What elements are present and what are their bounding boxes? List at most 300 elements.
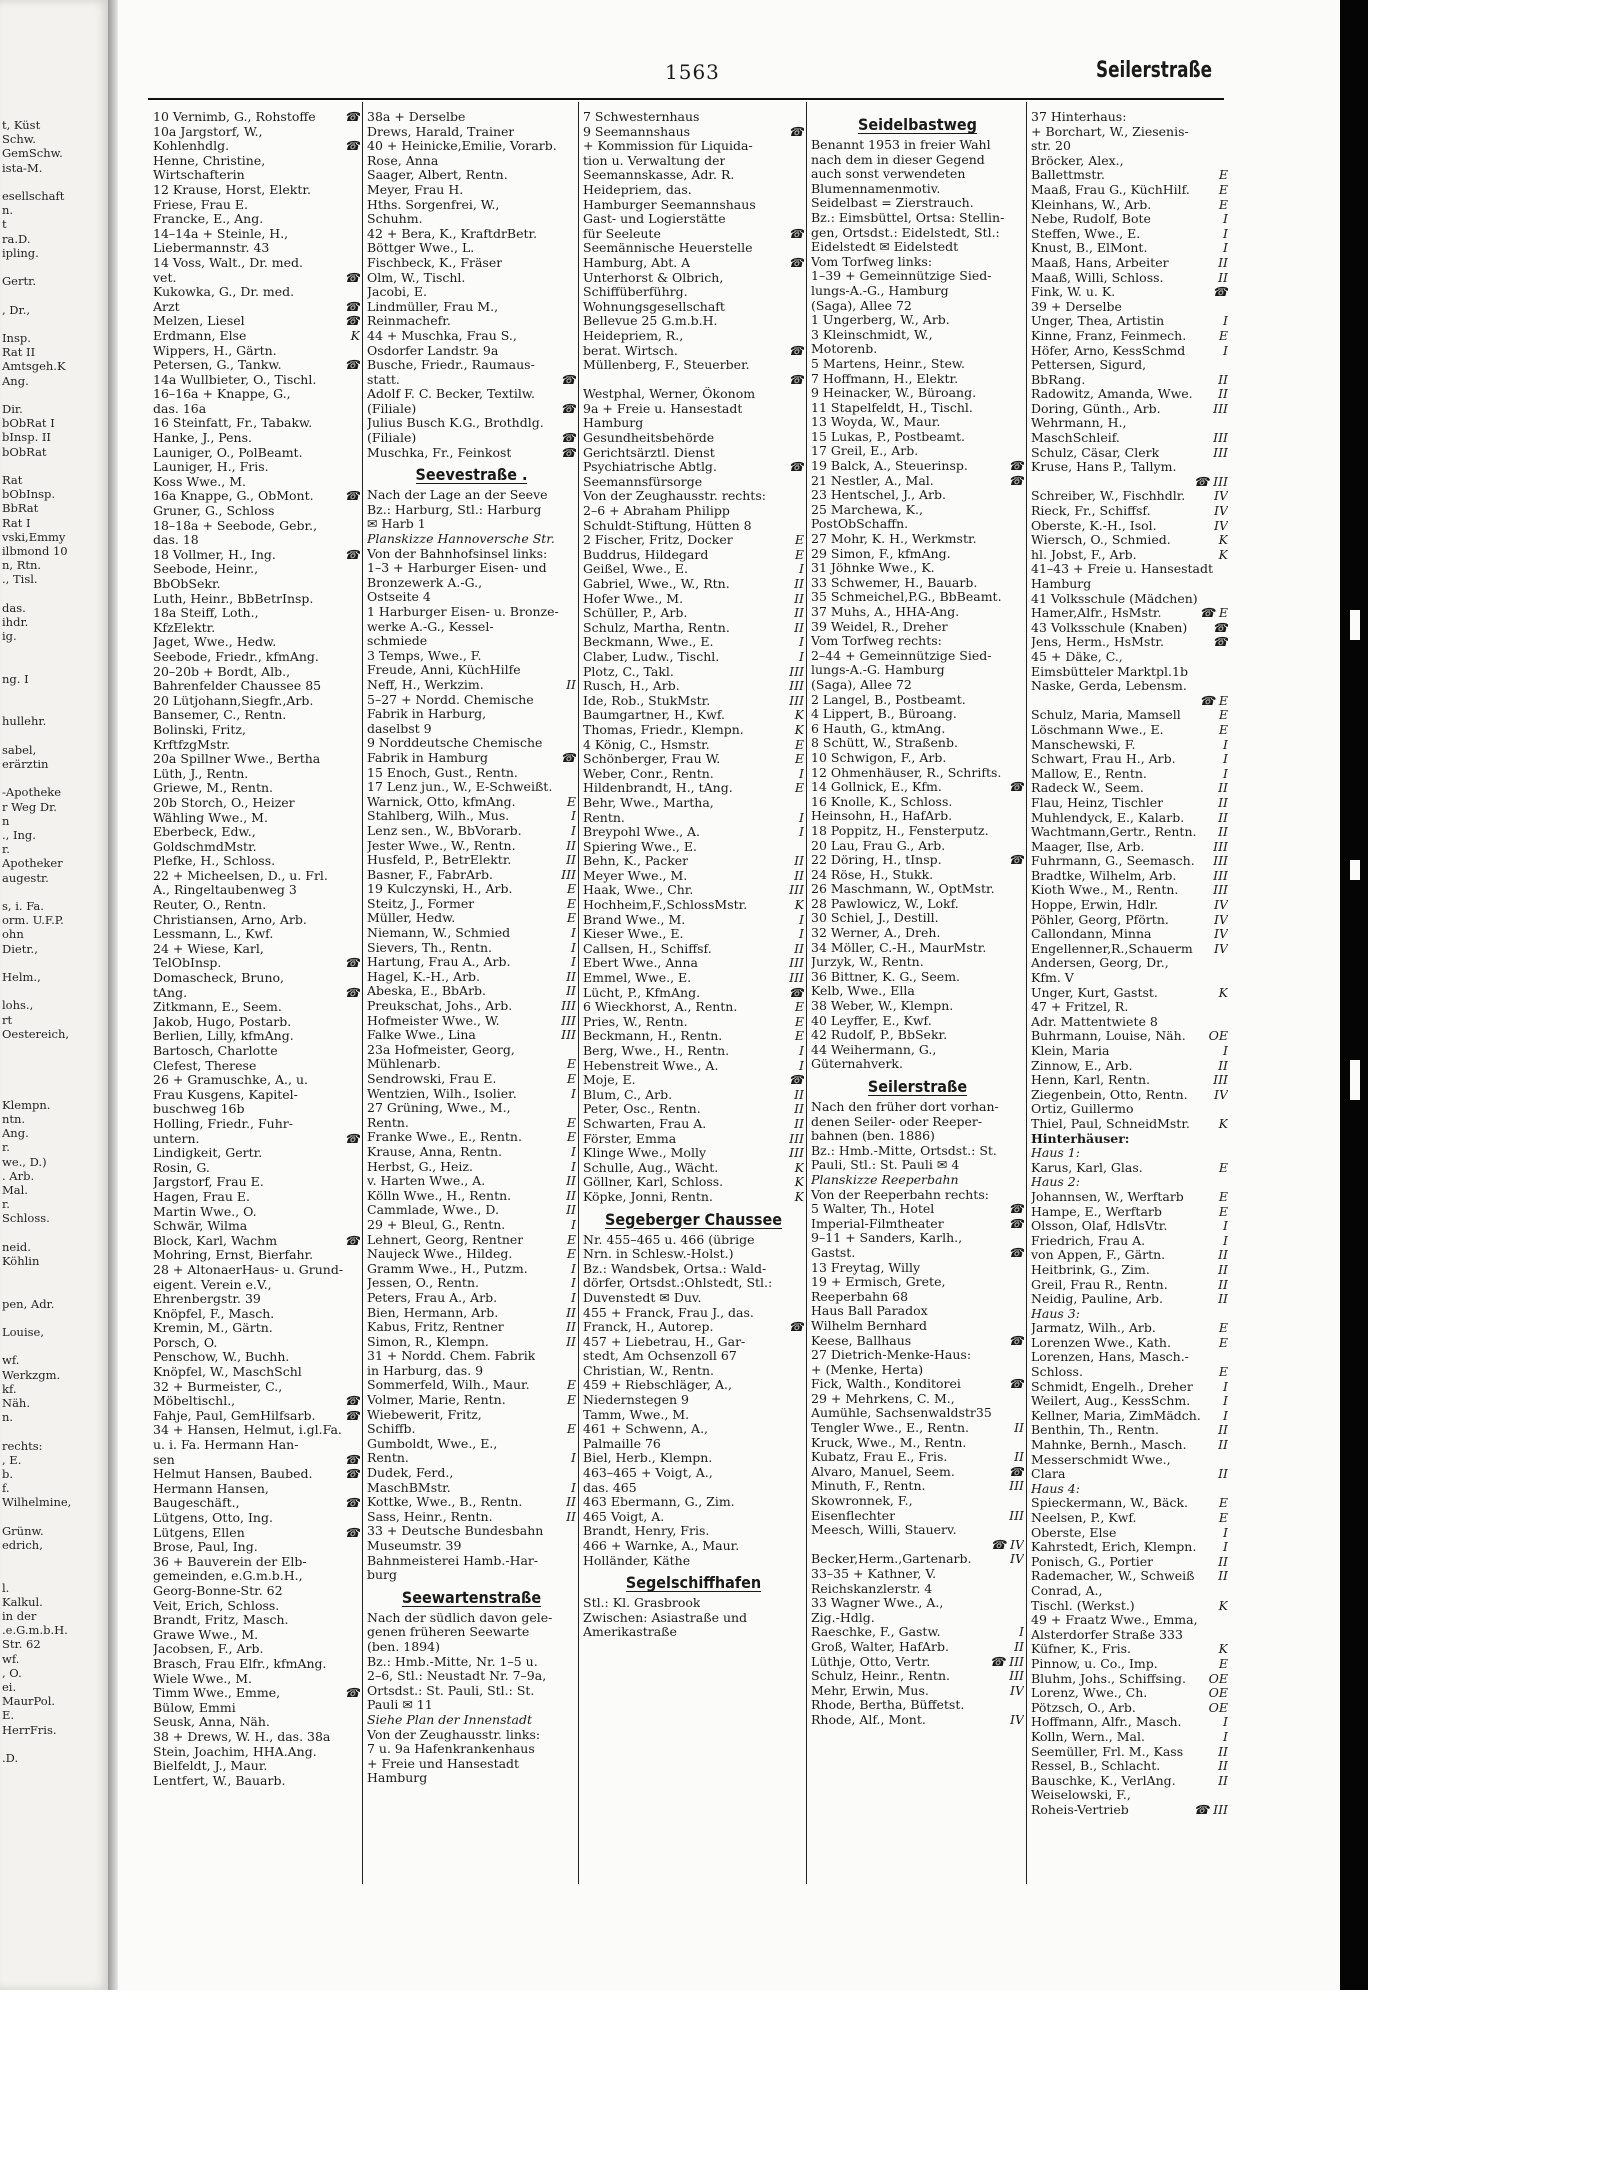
left-page-fragment: in der (2, 1609, 37, 1623)
directory-entry (1031, 1774, 1228, 1789)
directory-entry (811, 620, 1024, 635)
entry-marker: II (794, 620, 804, 635)
directory-entry (153, 344, 360, 359)
entry-text: 16a Knappe, G., ObMont. (153, 489, 314, 504)
directory-entry (1031, 1190, 1228, 1205)
entry-text: tion u. Verwaltung der (583, 153, 726, 168)
left-page-fragment: Schw. (2, 132, 36, 147)
entry-marker: ☎ (560, 445, 576, 460)
directory-entry (811, 357, 1024, 372)
directory-entry (1031, 373, 1228, 388)
entry-text: Gastst. (811, 1245, 856, 1260)
entry-text: 11 Stapelfeldt, H., Tischl. (811, 400, 973, 415)
entry-marker: ☎ (788, 226, 804, 241)
entry-text: (ben. 1894) (367, 1639, 440, 1654)
directory-entry (811, 415, 1024, 430)
entry-text: Benthin, Th., Rentn. (1031, 1423, 1159, 1438)
directory-entry (153, 475, 360, 490)
directory-entry (153, 1701, 360, 1716)
directory-entry (367, 868, 576, 883)
entry-text: 37 Muhs, A., HHA-Ang. (811, 605, 960, 619)
directory-entry (153, 373, 360, 388)
entry-text: Gast- und Logierstätte (583, 212, 726, 227)
entry-marker: II (1014, 1639, 1024, 1654)
entry-text: Jurzyk, W., Rentn. (811, 955, 924, 970)
entry-marker: I (1223, 1233, 1228, 1248)
directory-entry (153, 548, 360, 563)
entry-text: 465 Voigt, A. (583, 1509, 665, 1524)
entry-text: Ressel, B., Schlacht. (1031, 1759, 1161, 1774)
directory-entry (811, 1261, 1024, 1276)
directory-entry (153, 489, 360, 504)
entry-marker: ☎ (344, 139, 360, 154)
directory-entry (1031, 1263, 1228, 1278)
entry-text: Rosin, G. (153, 1160, 210, 1175)
entry-text: Friese, Frau E. (153, 197, 249, 212)
left-page-fragment: ng. I (2, 671, 29, 686)
entry-marker: I (571, 940, 576, 955)
entry-text: Becker,Herm.,Gartenarb. (811, 1552, 972, 1567)
entry-text: Pettersen, Sigurd, (1031, 358, 1147, 373)
entry-text: Lentfert, W., Bauarb. (153, 1773, 286, 1788)
left-page-fragment: Kalkul. (2, 1594, 43, 1609)
directory-entry (153, 1146, 360, 1161)
directory-entry (583, 1408, 804, 1423)
left-page-fragment: lohs., (2, 998, 34, 1013)
entry-text: Museumstr. 39 (367, 1539, 462, 1553)
entry-text: Skowronnek, F., (811, 1494, 913, 1509)
entry-text: Wehrmann, H., (1031, 416, 1127, 431)
directory-entry (583, 679, 804, 694)
directory-entry (367, 1218, 576, 1233)
entry-text: 29 + Mehrkens, C. M., (811, 1391, 955, 1406)
entry-text: Hebenstreit Wwe., A. (583, 1058, 719, 1073)
entry-text: Bz.: Hmb.-Mitte, Nr. 1–5 u. (367, 1654, 538, 1669)
entry-text: Schiffüberführg. (583, 285, 688, 300)
entry-marker: I (799, 912, 804, 927)
directory-entry (811, 1188, 1024, 1203)
entry-marker: ☎ (344, 299, 360, 314)
directory-entry (1031, 387, 1228, 402)
entry-marker: I (1223, 752, 1228, 767)
entry-marker: II (1218, 1277, 1228, 1292)
entry-marker: II (1014, 1450, 1024, 1465)
entry-text: Ponisch, G., Portier (1031, 1554, 1154, 1569)
directory-entry (367, 1306, 576, 1321)
entry-marker: ☎ (344, 1452, 360, 1467)
entry-marker: II (1218, 1438, 1228, 1453)
entry-text: 1 Harburger Eisen- u. Bronze- (367, 605, 559, 619)
directory-entry (583, 1481, 804, 1496)
entry-marker: ☎ (344, 270, 360, 285)
directory-entry (1031, 1496, 1228, 1511)
entry-text: Motorenb. (811, 342, 878, 357)
entry-marker: II (1218, 1248, 1228, 1263)
entry-text: 24 + Wiese, Karl, (153, 941, 264, 956)
entry-text: Lorenzen Wwe., Kath. (1031, 1335, 1171, 1350)
directory-entry (583, 606, 804, 621)
left-page-fragment: Oestereich, (2, 1026, 70, 1041)
directory-entry (1031, 1453, 1228, 1468)
directory-entry (367, 183, 576, 198)
entry-marker: I (1223, 766, 1228, 781)
entry-text: Fischbeck, K., Fräser (367, 255, 503, 270)
entry-marker: I (799, 825, 804, 840)
directory-entry (153, 1161, 360, 1176)
entry-text: denen Seiler- oder Reeper- (811, 1114, 983, 1129)
entry-text: Block, Karl, Wachm (153, 1233, 278, 1248)
directory-entry (1031, 1102, 1228, 1117)
directory-entry (1031, 1117, 1228, 1132)
entry-text: 40 + Heinicke,Emilie, Vorarb. (367, 139, 557, 154)
directory-entry (583, 956, 804, 971)
entry-text: Tamm, Wwe., M. (583, 1407, 690, 1422)
entry-marker: ☎ (344, 1408, 360, 1423)
entry-text: Eidelstedt ✉ Eidelstedt (811, 240, 959, 255)
directory-entry (153, 665, 360, 680)
entry-text: Schönberger, Frau W. (583, 752, 721, 767)
entry-text: Melzen, Liesel (153, 314, 245, 329)
directory-entry (1031, 431, 1228, 446)
entry-text: Jargstorf, Frau E. (153, 1175, 264, 1190)
entry-marker: I (799, 635, 804, 650)
left-page-fragment: n, Rtn. (2, 558, 42, 573)
entry-text: Maaß, Hans, Arbeiter (1031, 255, 1169, 270)
entry-text: 5 Walter, Th., Hotel (811, 1202, 935, 1217)
entry-text: dörfer, Ortsdst.:Ohlstedt, Stl.: (583, 1276, 773, 1291)
directory-entry (153, 1175, 360, 1190)
entry-text: Bellevue 25 G.m.b.H. (583, 314, 718, 329)
left-page-fragment: f. (2, 1481, 10, 1496)
entry-text: 18–18a + Seebode, Gebr., (153, 518, 318, 533)
left-page-fragment: rechts: (2, 1438, 43, 1453)
entry-text: Plefke, H., Schloss. (153, 854, 276, 869)
entry-text: Baumgartner, H., Kwf. (583, 708, 726, 723)
directory-entry (811, 1217, 1024, 1232)
directory-entry (583, 329, 804, 344)
entry-text: 42 Rudolf, P., BbSekr. (811, 1028, 948, 1043)
entry-text: BbObSekr. (153, 577, 221, 591)
directory-entry (1031, 1628, 1228, 1643)
directory-entry (811, 1028, 1024, 1043)
directory-entry (153, 1394, 360, 1409)
directory-entry (811, 1596, 1024, 1611)
entry-text: Luth, Heinr., BbBetrInsp. (153, 591, 314, 606)
directory-entry (153, 1044, 360, 1059)
directory-entry (1031, 1467, 1228, 1482)
left-page-fragment: t (2, 217, 7, 232)
entry-marker: K (794, 1160, 804, 1175)
directory-entry (1031, 708, 1228, 723)
entry-marker: ☎ E (1199, 606, 1228, 621)
entry-text: Lorenzen, Hans, Masch.- (1031, 1350, 1189, 1365)
entry-text: (Filiale) (367, 431, 417, 446)
entry-text: Westphal, Werner, Ökonom (583, 387, 756, 402)
directory-entry (153, 212, 360, 227)
entry-text: Liebermannstr. 43 (153, 241, 270, 256)
page-number: 1563 (665, 60, 720, 84)
entry-marker: III (789, 971, 804, 986)
directory-entry (811, 167, 1024, 182)
directory-entry (153, 1657, 360, 1672)
entry-text: 466 + Warnke, A., Maur. (583, 1539, 740, 1553)
directory-entry (811, 1290, 1024, 1305)
directory-entry (1031, 548, 1228, 563)
page-edge (1340, 0, 1368, 1990)
entry-text: Henn, Karl, Rentn. (1031, 1073, 1150, 1088)
directory-entry (153, 650, 360, 665)
entry-marker: II (794, 1087, 804, 1102)
left-page-fragment: , E. (2, 1452, 22, 1467)
entry-text: für Seeleute (583, 226, 661, 241)
entry-text: Karus, Karl, Glas. (1031, 1160, 1143, 1175)
entry-marker: I (799, 1058, 804, 1073)
directory-entry (1031, 913, 1228, 928)
entry-marker: II (1218, 1554, 1228, 1569)
entry-marker: III (1213, 431, 1228, 446)
entry-text: Knust, B., ElMont. (1031, 241, 1148, 256)
directory-entry (1031, 1482, 1228, 1497)
directory-entry (367, 1655, 576, 1670)
entry-text: Schwarten, Frau A. (583, 1116, 707, 1131)
entry-text: Haus 2: (1031, 1175, 1080, 1190)
entry-text: Krause, Anna, Rentn. (367, 1144, 503, 1159)
directory-entry (811, 240, 1024, 255)
entry-text: Bansemer, C., Rentn. (153, 708, 287, 723)
directory-entry (811, 941, 1024, 956)
directory-entry (153, 883, 360, 898)
entry-text: Olsson, Olaf, HdlsVtr. (1031, 1219, 1168, 1234)
entry-text: 1 Ungerberg, W., Arb. (811, 313, 950, 328)
directory-entry (367, 736, 576, 751)
entry-text: Nach der südlich davon gele- (367, 1610, 553, 1625)
entry-text: Spieckermann, W., Bäck. (1031, 1496, 1189, 1511)
entry-marker: I (571, 1086, 576, 1101)
directory-entry (1031, 1672, 1228, 1687)
directory-entry (811, 1246, 1024, 1261)
entry-text: Hoppe, Erwin, Hdlr. (1031, 898, 1159, 913)
directory-entry (811, 459, 1024, 474)
entry-marker: II (566, 1334, 576, 1349)
entry-text: Oberste, K.-H., Isol. (1031, 518, 1157, 533)
left-page-fragment: r Weg Dr. (2, 799, 57, 814)
entry-text: Friedrich, Frau A. (1031, 1233, 1146, 1248)
entry-text: Pinnow, u. Co., Imp. (1031, 1656, 1158, 1671)
directory-entry (811, 576, 1024, 591)
directory-entry (583, 548, 804, 563)
left-page-fragment: s, i. Fa. (2, 899, 44, 913)
entry-text: 40 Leyffer, E., Kwf. (811, 1013, 932, 1028)
entry-marker: E (1218, 328, 1228, 343)
entry-text: Minuth, F., Rentn. (811, 1479, 926, 1494)
entry-text: 457 + Liebetrau, H., Gar- (583, 1334, 746, 1349)
directory-entry (1031, 635, 1228, 650)
left-page-fragment: ., Tisl. (2, 572, 38, 587)
directory-entry (153, 854, 360, 869)
directory-entry (583, 883, 804, 898)
entry-marker: III (561, 867, 576, 882)
directory-entry (583, 271, 804, 286)
directory-entry (583, 1276, 804, 1291)
entry-text: Groß, Walter, HafArb. (811, 1639, 949, 1654)
entry-text: Eisenflechter (811, 1508, 896, 1523)
directory-entry (367, 1276, 576, 1291)
entry-text: Haus Ball Paradox (811, 1304, 928, 1319)
entry-text: 463–465 + Voigt, A., (583, 1466, 713, 1481)
left-page-fragment: Rat I (2, 515, 31, 530)
entry-text: Steitz, J., Former (367, 896, 475, 911)
directory-entry (1031, 1161, 1228, 1176)
directory-entry (153, 1642, 360, 1657)
entry-text: 32 + Burmeister, C., (153, 1379, 283, 1394)
directory-entry (811, 1202, 1024, 1217)
directory-column-2 (364, 110, 576, 1880)
entry-marker: ☎ (560, 431, 576, 446)
entry-text: Palmaille 76 (583, 1436, 661, 1451)
directory-entry (583, 1073, 804, 1088)
entry-text: Seemännische Heuerstelle (583, 241, 753, 256)
left-page-fragment: n. (2, 1410, 14, 1425)
entry-text: vet. (153, 270, 177, 285)
entry-text: Bluhm, Johs., Schiffsing. (1031, 1671, 1186, 1686)
entry-text: Knöpfel, F., Masch. (153, 1306, 275, 1321)
entry-text: 49 + Fraatz Wwe., Emma, (1031, 1613, 1198, 1628)
directory-entry (367, 387, 576, 402)
directory-entry (583, 227, 804, 242)
entry-marker: E (1218, 708, 1228, 723)
entry-marker: III (1213, 401, 1228, 416)
entry-text: Hofer Wwe., M. (583, 591, 684, 606)
entry-text: Bz.: Wandsbek, Ortsa.: Wald- (583, 1261, 767, 1276)
entry-text: Hths. Sorgenfrei, W., (367, 197, 500, 212)
entry-text: Steffen, Wwe., E. (1031, 226, 1141, 241)
directory-entry (153, 913, 360, 928)
entry-text: 7 Hoffmann, H., Elektr. (811, 371, 959, 386)
directory-entry (811, 1698, 1024, 1713)
directory-entry (367, 503, 576, 518)
entry-text: 29 Simon, F., kfmAng. (811, 546, 951, 561)
entry-text: 28 Pawlowicz, W., Lokf. (811, 896, 959, 911)
entry-text: 2 Langel, B., Postbeamt. (811, 692, 966, 707)
entry-text: Baugeschäft., (153, 1496, 240, 1511)
directory-entry (153, 431, 360, 446)
entry-text: Bülow, Emmi (153, 1700, 236, 1715)
directory-entry (153, 942, 360, 957)
entry-marker: II (1014, 1421, 1024, 1436)
directory-entry (367, 1145, 576, 1160)
entry-text: 20 Lau, Frau G., Arb. (811, 838, 946, 853)
entry-text: Nach der Lage an der Seeve (367, 488, 548, 503)
directory-entry (367, 1698, 576, 1713)
entry-marker: II (566, 677, 576, 692)
entry-marker: I (1223, 1729, 1228, 1744)
entry-text: Georg-Bonne-Str. 62 (153, 1583, 283, 1598)
directory-entry (583, 752, 804, 767)
directory-entry (583, 650, 804, 665)
entry-marker: ☎ (1212, 635, 1228, 650)
entry-text: 26 + Gramuschke, A., u. (153, 1073, 308, 1088)
entry-marker: IV (1010, 1683, 1024, 1698)
entry-text: Müllenberg, F., Steuerber. (583, 358, 750, 373)
directory-entry (583, 738, 804, 753)
directory-entry (811, 999, 1024, 1014)
left-page-fragment: erärztin (2, 757, 49, 771)
directory-entry (367, 926, 576, 941)
entry-text: Hamburg (583, 416, 644, 431)
entry-text: Wilhelm Bernhard (811, 1318, 927, 1333)
directory-entry (1031, 1686, 1228, 1701)
entry-text: 26 Maschmann, W., OptMstr. (811, 882, 995, 897)
directory-entry (811, 284, 1024, 299)
directory-entry (811, 255, 1024, 270)
directory-entry (583, 256, 804, 271)
directory-entry (1031, 198, 1228, 213)
directory-entry (153, 621, 360, 636)
entry-marker: II (566, 1509, 576, 1524)
left-page-fragment: augestr. (2, 870, 49, 885)
entry-text: Heinsohn, H., HafArb. (811, 809, 953, 824)
entry-text: Hanke, J., Pens. (153, 431, 252, 446)
directory-entry (153, 300, 360, 315)
directory-entry (1031, 285, 1228, 300)
entry-text: 9 Seemannshaus (583, 124, 691, 139)
directory-entry (811, 211, 1024, 226)
entry-text: (Saga), Allee 72 (811, 677, 912, 692)
directory-entry (153, 1715, 360, 1730)
directory-entry (153, 387, 360, 402)
left-page-fragment: bObRat I (2, 416, 55, 431)
directory-entry (811, 444, 1024, 459)
entry-text: Haak, Wwe., Chr. (583, 883, 694, 898)
entry-text: Callsen, H., Schiffsf. (583, 941, 712, 956)
entry-marker: ☎ (344, 314, 360, 329)
entry-text: Roheis-Vertrieb (1031, 1802, 1129, 1817)
directory-entry (811, 824, 1024, 839)
directory-entry (811, 707, 1024, 722)
entry-text: Küfner, K., Fris. (1031, 1642, 1132, 1657)
directory-entry (1031, 139, 1228, 154)
entry-text: (Filiale) (367, 401, 417, 416)
entry-text: Bartosch, Charlotte (153, 1044, 278, 1058)
entry-text: Berg, Wwe., H., Rentn. (583, 1044, 730, 1058)
entry-text: Biel, Herb., Klempn. (583, 1451, 713, 1466)
entry-text: Olm, W., Tischl. (367, 270, 466, 285)
entry-text: 5 Martens, Heinr., Stew. (811, 356, 966, 371)
entry-text: 9 Norddeutsche Chemische (367, 736, 543, 751)
entry-marker: I (1223, 343, 1228, 358)
directory-entry (811, 299, 1024, 314)
directory-entry (583, 1000, 804, 1015)
directory-entry (153, 1029, 360, 1044)
left-page-fragment: Amtsgeh.K (2, 359, 66, 374)
directory-entry (1031, 1701, 1228, 1716)
entry-marker: ☎ (788, 372, 804, 387)
entry-text: str. 20 (1031, 139, 1071, 154)
entry-text: 30 Schiel, J., Destill. (811, 911, 939, 926)
directory-entry (367, 663, 576, 678)
directory-entry (367, 402, 576, 417)
left-page-fragment: ., Ing. (2, 828, 36, 842)
entry-text: Gramm Wwe., H., Putzm. (367, 1261, 528, 1276)
left-page-fragment: ei. (2, 1680, 17, 1694)
entry-marker: III (789, 1146, 804, 1161)
directory-entry (811, 911, 1024, 926)
entry-marker: ☎ (788, 1320, 804, 1335)
entry-text: 45 + Däke, C., (1031, 649, 1123, 664)
entry-text: Maaß, Willi, Schloss. (1031, 270, 1164, 285)
entry-marker: E (566, 911, 576, 926)
entry-text: Breypohl Wwe., A. (583, 825, 701, 840)
